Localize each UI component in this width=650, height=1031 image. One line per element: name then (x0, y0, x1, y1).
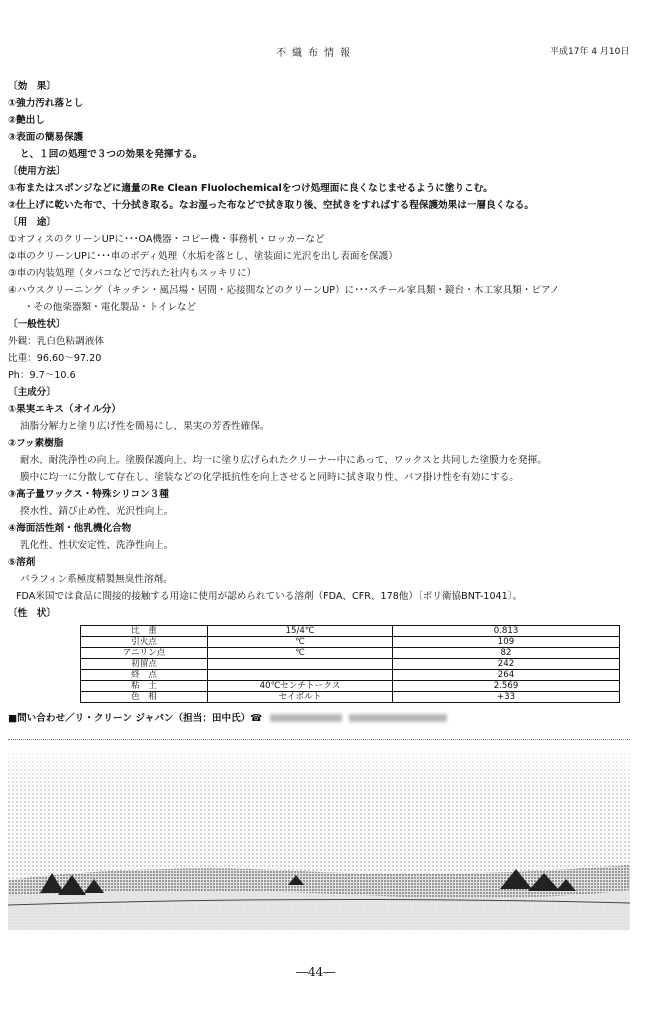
property-cond: 40℃センチトークス (208, 681, 393, 692)
text-line: ・その他楽器類・電化製品・トイレなど (24, 302, 197, 313)
text-line: と、１回の処理で３つの効果を発揮する。 (20, 149, 203, 160)
table-row (81, 637, 620, 648)
text-line: 揆水性、錆び止め性、光沢性向上。 (20, 506, 174, 517)
property-value: 109 (393, 637, 620, 648)
text-line: ③表面の簡易保護 (8, 132, 84, 143)
property-cond: 15/4℃ (208, 626, 393, 637)
text-line: ①果実エキス（オイル分） (8, 404, 121, 415)
property-cond: ℃ (208, 648, 393, 659)
text-line: ④ハウスクリーニング（キッチン・風呂場・居間・応接間などのクリーンUP）に･･･スチール家具類・鏡台・木工家具類・ピアノ (8, 285, 560, 296)
text-line: ⑤溶剤 (8, 557, 36, 568)
text-line: 耐水、耐洗浄性の向上。塗膜保護向上、均一に塗り広げられたクリーナー中にあって、ワックスと共同した塗膜力を発揮。 (20, 455, 547, 466)
text-line: 比重：96.60～97.20 (8, 353, 102, 364)
text-line: ①強力汚れ落とし (8, 98, 84, 109)
property-name: アニリン点 (81, 648, 208, 659)
separator-line (8, 739, 630, 740)
text-line: 油脂分解力と塗り広げ性を簡易にし、果実の芳香性確保。 (20, 421, 270, 432)
property-name: 初留点 (81, 659, 208, 670)
redacted-phone (270, 714, 342, 722)
document-body (8, 78, 638, 703)
property-cond (208, 659, 393, 670)
properties-table (80, 625, 620, 703)
text-line: ②フッ素樹脂 (8, 438, 64, 449)
landscape-illustration (0, 745, 650, 950)
property-value: 242 (393, 659, 620, 670)
table-row (81, 659, 620, 670)
table-row (81, 626, 620, 637)
property-name: 比 重 (81, 626, 208, 637)
text-line: ③車の内装処理（タバコなどで汚れた社内もスッキリに） (8, 268, 257, 279)
text-line: FDA米国では食品に間接的接触する用途に使用が認められている溶剤（FDA、CFR、178他）〔ポリ衛協BNT-1041〕。 (16, 591, 523, 602)
redacted-fax (349, 714, 447, 722)
text-line: 〔効 果〕 (8, 81, 56, 92)
property-name: 粘 土 (81, 681, 208, 692)
text-line: 膜中に均一に分散して存在し、塗装などの化学抵抗性を向上させると同時に拭き取り性、バフ掛け性を有効にする。 (20, 472, 519, 483)
text-line: 〔用 途〕 (8, 217, 56, 228)
text-line: 乳化性、性状安定性、洗浄性向上。 (20, 540, 174, 551)
property-cond: ℃ (208, 637, 393, 648)
property-name: 色 相 (81, 692, 208, 703)
property-value: 264 (393, 670, 620, 681)
property-cond (208, 670, 393, 681)
text-line: 〔性 状〕 (8, 608, 56, 619)
text-line: ①布またはスポンジなどに適量のRe Clean Fluolochemicalをつけ処理面に良くなじませるように塗りこむ。 (8, 183, 493, 194)
property-name: 終 点 (81, 670, 208, 681)
property-value: 2.569 (393, 681, 620, 692)
text-line: ④海面活性剤・他乳機化合物 (8, 523, 132, 534)
text-line: ①オフィスのクリーンUPに･･･OA機器・コピー機・事務机・ロッカーなど (8, 234, 325, 245)
property-value: +33 (393, 692, 620, 703)
text-line: パラフィン系極度精製無臭性溶剤。 (20, 574, 173, 585)
text-line: ②仕上げに乾いた布で、十分拭き取る。なお湿った布などで拭き取り後、空拭きをすればする程保護効果は一層良くなる。 (8, 200, 534, 211)
header-title: 不織布情報 (276, 48, 356, 59)
contact-text: ■問い合わせ／リ・クリーン ジャパン（担当：田中氏）☎ (8, 713, 263, 724)
text-line: ②車のクリーンUPに･･･車のボディ処理（水垢を落とし、塗装面に光沢を出し表面を保護） (8, 251, 398, 262)
table-row (81, 670, 620, 681)
property-value: 82 (393, 648, 620, 659)
header-date: 平成17年 4 月10日 (550, 47, 630, 57)
text-line: Ph：9.7～10.6 (8, 370, 76, 381)
table-row (81, 648, 620, 659)
text-line: ②艶出し (8, 115, 45, 126)
text-line: 〔一般性状〕 (8, 319, 66, 330)
property-name: 引火点 (81, 637, 208, 648)
text-line: ③高子量ワックス・特殊シリコン３種 (8, 489, 169, 500)
table-row (81, 681, 620, 692)
page-number: ―44― (296, 965, 336, 979)
property-value: 0.813 (393, 626, 620, 637)
text-line: 〔使用方法〕 (8, 166, 66, 177)
text-line: 〔主成分〕 (8, 387, 56, 398)
table-row (81, 692, 620, 703)
text-line: 外観：乳白色粘調液体 (8, 336, 104, 347)
property-cond: セイボルト (208, 692, 393, 703)
contact-line (8, 710, 447, 724)
